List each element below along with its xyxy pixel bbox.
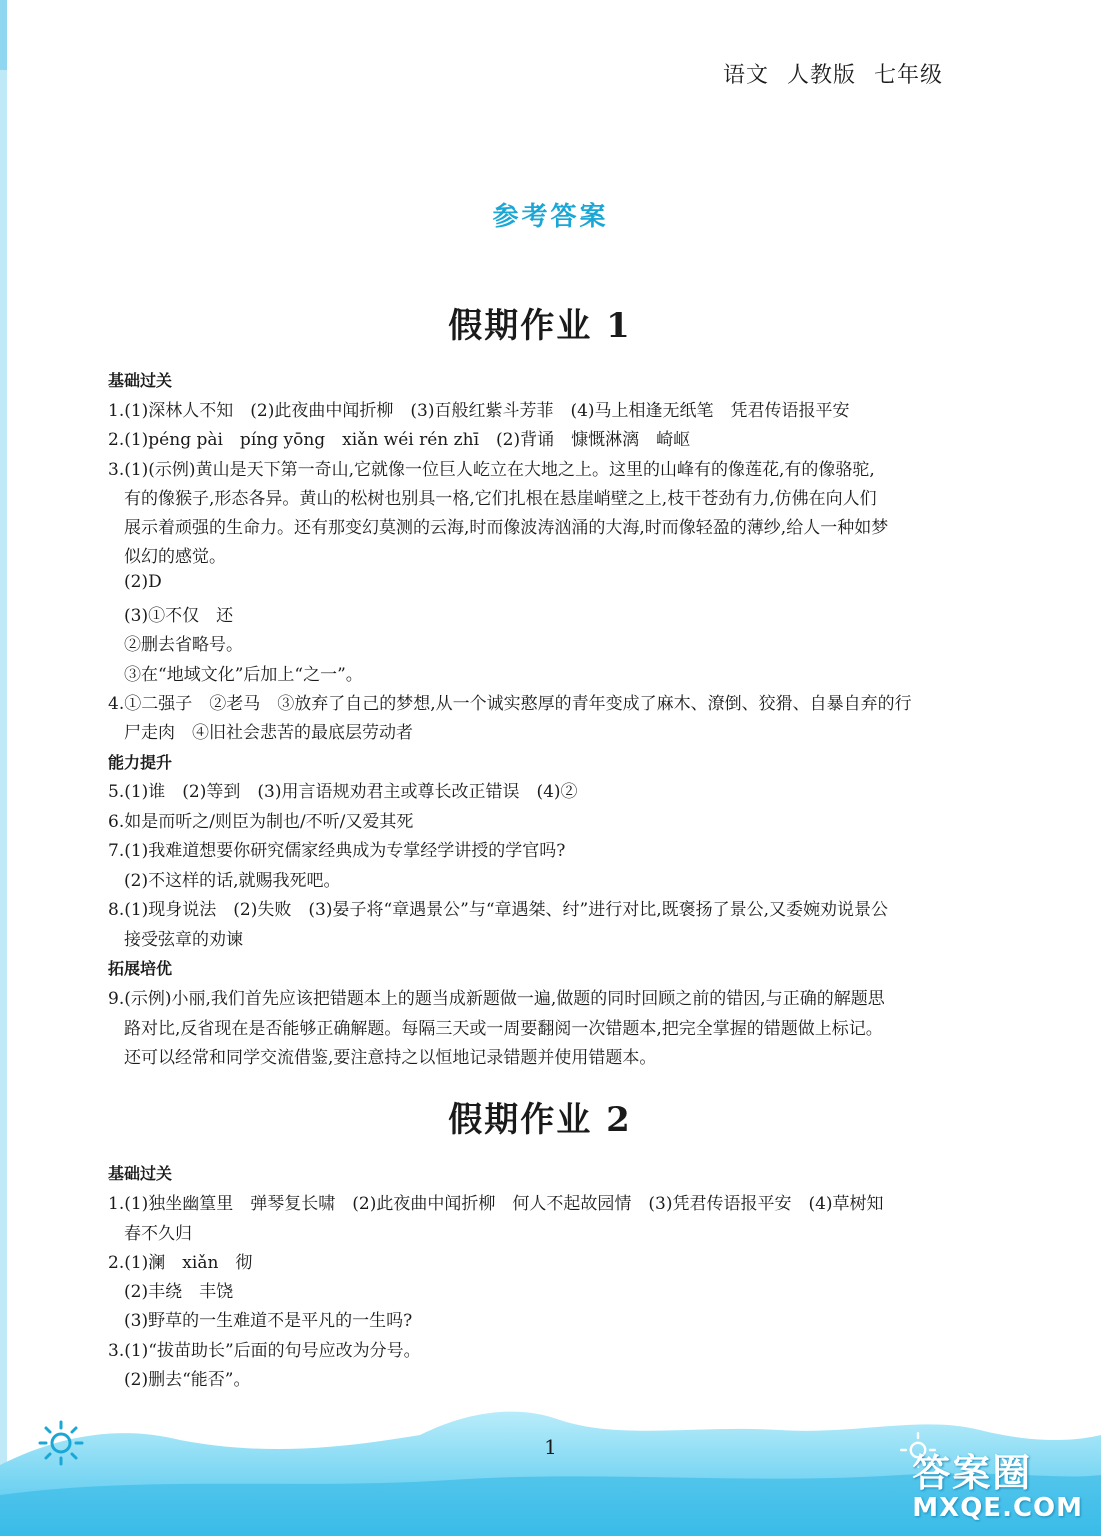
answer-line: (3)①不仅 还	[124, 606, 234, 626]
answer-line: (2)删去“能否”。	[124, 1370, 251, 1390]
answer-line: 8.(1)现身说法 (2)失败 (3)晏子将“章遇景公”与“章遇桀、纣”进行对比,既褒扬了景公,又委婉劝说景公	[108, 900, 889, 920]
page-header	[713, 58, 943, 89]
answer-line: ②删去省略号。	[124, 635, 243, 655]
answer-line: 路对比,反省现在是否能够正确解题。每隔三天或一周要翻阅一次错题本,把完全掌握的错题做上标记。	[124, 1019, 883, 1039]
answer-line: (2)D	[124, 572, 162, 592]
answer-line: 春不久归	[124, 1224, 192, 1244]
answer-line: 9.(示例)小丽,我们首先应该把错题本上的题当成新题做一遍,做题的同时回顾之前的错因,与正确的解题思	[108, 989, 885, 1009]
header-grade: 七年级	[873, 63, 943, 88]
answer-line: 接受弦章的劝谏	[124, 930, 243, 950]
answer-line: 2.(1)péng pài píng yōng xiǎn wéi rén zhī (2)背诵 慷慨淋漓 崎岖	[108, 430, 691, 450]
hw2-title: 假期作业 2	[448, 1100, 632, 1140]
answer-line: 还可以经常和同学交流借鉴,要注意持之以恒地记录错题并使用错题本。	[124, 1048, 657, 1068]
answer-line: 2.(1)澜 xiǎn 彻	[108, 1253, 253, 1273]
hw1-section-ability: 能力提升	[108, 753, 173, 772]
hw1-section-extend: 拓展培优	[108, 959, 173, 978]
answer-line: 3.(1)“拔苗助长”后面的句号应改为分号。	[108, 1341, 421, 1361]
page-number: 1	[544, 1435, 557, 1459]
hw2-section-basic: 基础过关	[108, 1164, 173, 1183]
hw1-title: 假期作业 1	[448, 306, 632, 346]
answer-line: 6.如是而听之/则臣为制也/不听/又爱其死	[108, 812, 414, 832]
answer-line: 尸走肉 ④旧社会悲苦的最底层劳动者	[124, 723, 413, 743]
answer-line: 展示着顽强的生命力。还有那变幻莫测的云海,时而像波涛汹涌的大海,时而像轻盈的薄纱,给人一种如梦	[124, 518, 889, 538]
header-edition: 人教版	[786, 63, 856, 88]
answer-line: (3)野草的一生难道不是平凡的一生吗?	[124, 1311, 413, 1331]
left-edge-strip-top	[0, 0, 7, 70]
answer-line: 3.(1)(示例)黄山是天下第一奇山,它就像一位巨人屹立在大地之上。这里的山峰有的像莲花,有的像骆驼,	[108, 460, 875, 480]
answer-line: 7.(1)我难道想要你研究儒家经典成为专掌经学讲授的学官吗?	[108, 841, 566, 861]
answer-line: 1.(1)深林人不知 (2)此夜曲中闻折柳 (3)百般红紫斗芳菲 (4)马上相逢无纸笔 凭君传语报平安	[108, 401, 850, 421]
header-subject: 语文	[722, 63, 769, 88]
hw1-section-basic: 基础过关	[108, 371, 173, 390]
answer-line: 似幻的感觉。	[124, 547, 226, 567]
watermark-text: 答案圈	[912, 1451, 1033, 1495]
watermark	[912, 1442, 1083, 1523]
watermark-url: MXQE.COM	[912, 1493, 1083, 1523]
answer-line: (2)不这样的话,就赐我死吧。	[124, 871, 341, 891]
answer-line: (2)丰绕 丰饶	[124, 1282, 234, 1302]
answer-line: 有的像猴子,形态各异。黄山的松树也别具一格,它们扎根在悬崖峭壁之上,枝干苍劲有力,仿佛在向人们	[124, 489, 877, 509]
answer-line: 4.①二强子 ②老马 ③放弃了自己的梦想,从一个诚实憨厚的青年变成了麻木、潦倒、狡猾、自暴自弃的行	[108, 694, 912, 714]
answer-line: 5.(1)谁 (2)等到 (3)用言语规劝君主或尊长改正错误 (4)②	[108, 782, 578, 802]
answer-line: ③在“地域文化”后加上“之一”。	[124, 665, 363, 685]
answers-title: 参考答案	[492, 202, 609, 232]
answer-line: 1.(1)独坐幽篁里 弹琴复长啸 (2)此夜曲中闻折柳 何人不起故园情 (3)凭君传语报平安 (4)草树知	[108, 1194, 884, 1214]
